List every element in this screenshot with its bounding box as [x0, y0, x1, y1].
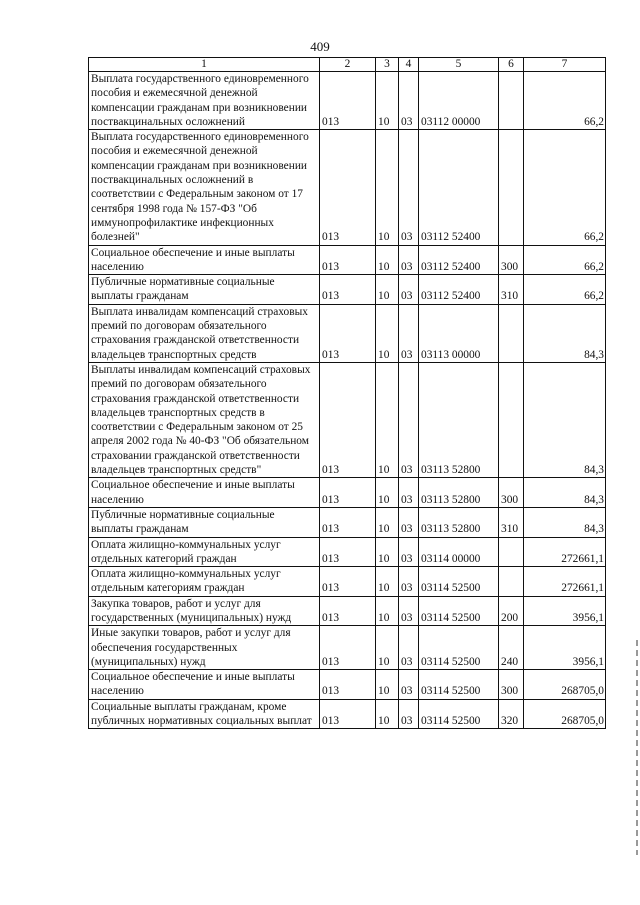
table-row — [89, 245, 606, 275]
row-name-cell: Социальное обеспечение и иные выплаты населению — [89, 670, 320, 700]
amount-cell: 66,2 — [524, 72, 606, 130]
section-code-cell: 10 — [376, 670, 399, 700]
expense-type-cell — [499, 567, 524, 597]
article-code-cell: 03114 52500 — [419, 699, 499, 729]
expense-type-cell — [499, 304, 524, 362]
expense-type-cell: 300 — [499, 478, 524, 508]
row-name-cell: Выплата инвалидам компенсаций страховых премий по договорам обязательного страхования гражданской ответственности владельцев транспортных средств — [89, 304, 320, 362]
table-row — [89, 362, 606, 477]
ministry-code-cell: 013 — [320, 304, 376, 362]
expense-type-cell: 300 — [499, 245, 524, 275]
amount-cell: 84,3 — [524, 478, 606, 508]
subsection-code-cell: 03 — [399, 304, 419, 362]
column-header: 7 — [524, 58, 606, 72]
expense-type-cell — [499, 362, 524, 477]
expense-type-cell: 320 — [499, 699, 524, 729]
table-row — [89, 275, 606, 305]
ministry-code-cell: 013 — [320, 275, 376, 305]
row-name-cell: Иные закупки товаров, работ и услуг для обеспечения государственных (муниципальных) нужд — [89, 626, 320, 670]
expense-type-cell: 310 — [499, 507, 524, 537]
amount-cell: 272661,1 — [524, 537, 606, 567]
article-code-cell: 03113 00000 — [419, 304, 499, 362]
expense-type-cell — [499, 72, 524, 130]
column-header: 6 — [499, 58, 524, 72]
amount-cell: 272661,1 — [524, 567, 606, 597]
expense-type-cell: 200 — [499, 596, 524, 626]
subsection-code-cell: 03 — [399, 275, 419, 305]
subsection-code-cell: 03 — [399, 596, 419, 626]
amount-cell: 66,2 — [524, 245, 606, 275]
ministry-code-cell: 013 — [320, 72, 376, 130]
ministry-code-cell: 013 — [320, 362, 376, 477]
row-name-cell: Выплаты инвалидам компенсаций страховых премий по договорам обязательного страхования гражданской ответственности владельцев транспортных средств в соответствии с Федеральным законом от 25 апреля 2002 года № 40-ФЗ "Об обязательном страховании гражданской ответственности владельцев транспортных средств" — [89, 362, 320, 477]
expense-type-cell: 240 — [499, 626, 524, 670]
amount-cell: 84,3 — [524, 507, 606, 537]
ministry-code-cell: 013 — [320, 507, 376, 537]
column-header: 5 — [419, 58, 499, 72]
column-header: 3 — [376, 58, 399, 72]
article-code-cell: 03114 00000 — [419, 537, 499, 567]
subsection-code-cell: 03 — [399, 507, 419, 537]
amount-cell: 84,3 — [524, 304, 606, 362]
section-code-cell: 10 — [376, 130, 399, 245]
section-code-cell: 10 — [376, 362, 399, 477]
subsection-code-cell: 03 — [399, 130, 419, 245]
expense-type-cell — [499, 537, 524, 567]
ministry-code-cell: 013 — [320, 670, 376, 700]
table-header-row — [89, 58, 606, 72]
subsection-code-cell: 03 — [399, 72, 419, 130]
budget-table — [88, 57, 606, 729]
ministry-code-cell: 013 — [320, 699, 376, 729]
amount-cell: 84,3 — [524, 362, 606, 477]
subsection-code-cell: 03 — [399, 245, 419, 275]
ministry-code-cell: 013 — [320, 626, 376, 670]
table-row — [89, 478, 606, 508]
section-code-cell: 10 — [376, 596, 399, 626]
expense-type-cell: 300 — [499, 670, 524, 700]
table-row — [89, 670, 606, 700]
column-header: 4 — [399, 58, 419, 72]
subsection-code-cell: 03 — [399, 699, 419, 729]
section-code-cell: 10 — [376, 626, 399, 670]
scan-edge-mark — [636, 640, 638, 855]
subsection-code-cell: 03 — [399, 670, 419, 700]
section-code-cell: 10 — [376, 507, 399, 537]
section-code-cell: 10 — [376, 699, 399, 729]
article-code-cell: 03112 52400 — [419, 245, 499, 275]
subsection-code-cell: 03 — [399, 537, 419, 567]
row-name-cell: Социальное обеспечение и иные выплаты населению — [89, 478, 320, 508]
section-code-cell: 10 — [376, 304, 399, 362]
table-row — [89, 507, 606, 537]
amount-cell: 3956,1 — [524, 626, 606, 670]
article-code-cell: 03112 00000 — [419, 72, 499, 130]
article-code-cell: 03114 52500 — [419, 670, 499, 700]
row-name-cell: Социальное обеспечение и иные выплаты населению — [89, 245, 320, 275]
ministry-code-cell: 013 — [320, 567, 376, 597]
amount-cell: 66,2 — [524, 275, 606, 305]
row-name-cell: Публичные нормативные социальные выплаты гражданам — [89, 507, 320, 537]
table-row — [89, 72, 606, 130]
article-code-cell: 03112 52400 — [419, 130, 499, 245]
subsection-code-cell: 03 — [399, 567, 419, 597]
article-code-cell: 03114 52500 — [419, 626, 499, 670]
article-code-cell: 03113 52800 — [419, 362, 499, 477]
subsection-code-cell: 03 — [399, 478, 419, 508]
section-code-cell: 10 — [376, 72, 399, 130]
subsection-code-cell: 03 — [399, 362, 419, 477]
section-code-cell: 10 — [376, 567, 399, 597]
ministry-code-cell: 013 — [320, 596, 376, 626]
subsection-code-cell: 03 — [399, 626, 419, 670]
article-code-cell: 03113 52800 — [419, 478, 499, 508]
row-name-cell: Социальные выплаты гражданам, кроме публичных нормативных социальных выплат — [89, 699, 320, 729]
row-name-cell: Оплата жилищно-коммунальных услуг отдельных категорий граждан — [89, 537, 320, 567]
table-row — [89, 304, 606, 362]
amount-cell: 268705,0 — [524, 699, 606, 729]
ministry-code-cell: 013 — [320, 130, 376, 245]
expense-type-cell — [499, 130, 524, 245]
section-code-cell: 10 — [376, 275, 399, 305]
page-number: 409 — [310, 39, 330, 54]
expense-type-cell: 310 — [499, 275, 524, 305]
table-row — [89, 537, 606, 567]
row-name-cell: Выплата государственного единовременного пособия и ежемесячной денежной компенсации гражданам при возникновении поствакцинальных осложнений — [89, 72, 320, 130]
row-name-cell: Публичные нормативные социальные выплаты гражданам — [89, 275, 320, 305]
ministry-code-cell: 013 — [320, 537, 376, 567]
amount-cell: 268705,0 — [524, 670, 606, 700]
section-code-cell: 10 — [376, 245, 399, 275]
table-row — [89, 596, 606, 626]
row-name-cell: Закупка товаров, работ и услуг для государственных (муниципальных) нужд — [89, 596, 320, 626]
column-header: 1 — [89, 58, 320, 72]
article-code-cell: 03114 52500 — [419, 596, 499, 626]
table-row — [89, 130, 606, 245]
table-row — [89, 626, 606, 670]
column-header: 2 — [320, 58, 376, 72]
table-row — [89, 699, 606, 729]
amount-cell: 3956,1 — [524, 596, 606, 626]
article-code-cell: 03113 52800 — [419, 507, 499, 537]
article-code-cell: 03114 52500 — [419, 567, 499, 597]
row-name-cell: Оплата жилищно-коммунальных услуг отдельным категориям граждан — [89, 567, 320, 597]
section-code-cell: 10 — [376, 478, 399, 508]
amount-cell: 66,2 — [524, 130, 606, 245]
article-code-cell: 03112 52400 — [419, 275, 499, 305]
table-row — [89, 567, 606, 597]
ministry-code-cell: 013 — [320, 478, 376, 508]
ministry-code-cell: 013 — [320, 245, 376, 275]
section-code-cell: 10 — [376, 537, 399, 567]
row-name-cell: Выплата государственного единовременного пособия и ежемесячной денежной компенсации гражданам при возникновении поствакцинальных осложнений в соответствии с Федеральным законом от 17 сентября 1998 года № 157-ФЗ "Об иммунопрофилактике инфекционных болезней" — [89, 130, 320, 245]
